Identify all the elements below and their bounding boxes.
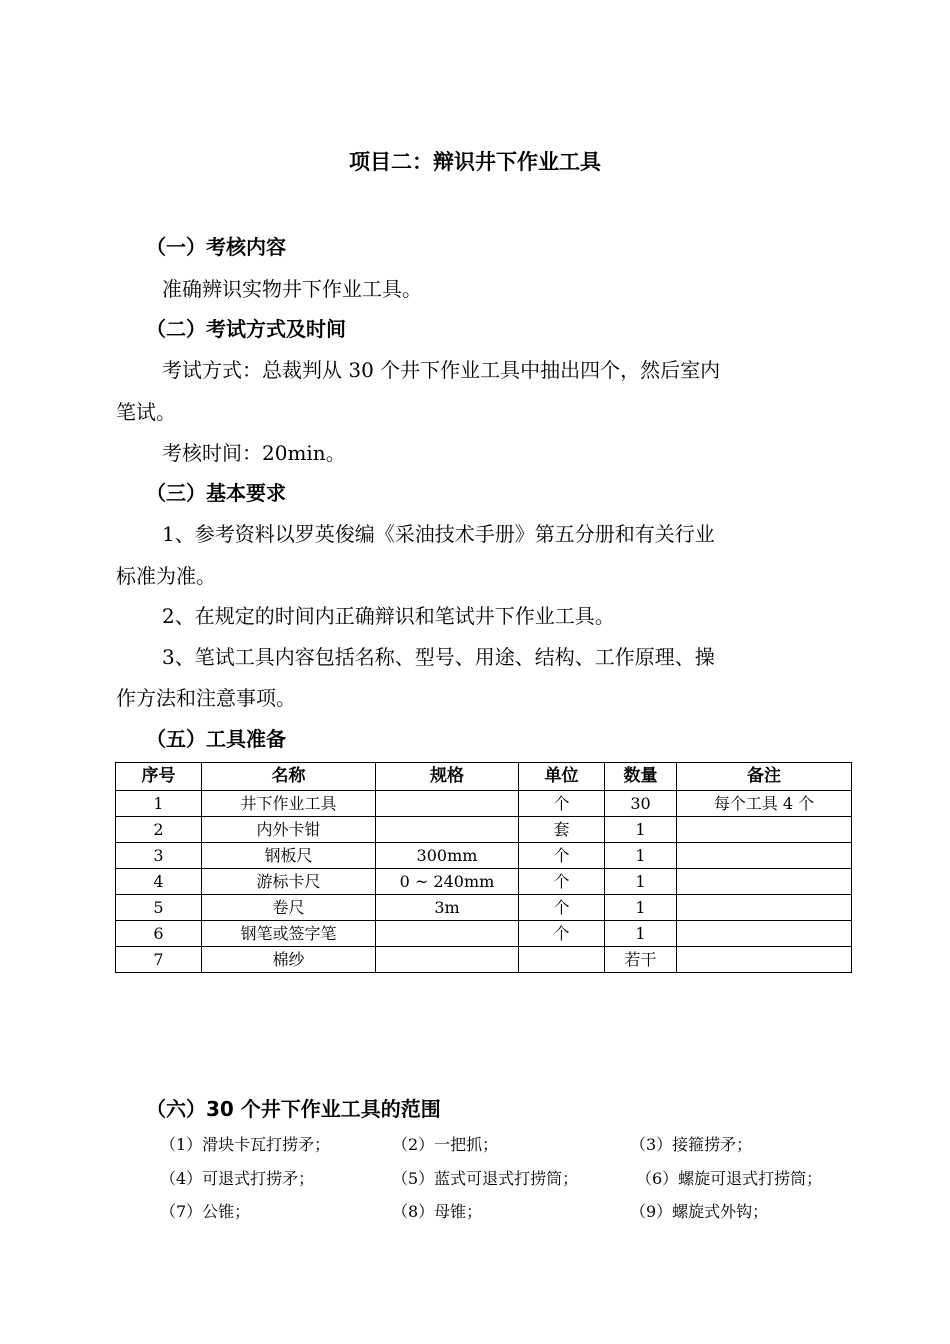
cell-unit bbox=[519, 947, 605, 973]
scope-item: （8）母锥； bbox=[392, 1202, 483, 1221]
cell-index: 1 bbox=[116, 791, 202, 817]
cell-spec: 3m bbox=[376, 895, 519, 921]
scope-item: （7）公锥； bbox=[160, 1202, 251, 1221]
scope-item: （5）蓝式可退式打捞筒； bbox=[392, 1169, 579, 1188]
cell-index: 2 bbox=[116, 817, 202, 843]
assessment-content-text: 准确辨识实物井下作业工具。 bbox=[162, 277, 422, 301]
scope-item: （4）可退式打捞矛； bbox=[160, 1169, 315, 1188]
scope-item: （2）一把抓； bbox=[392, 1135, 499, 1154]
requirement-3-line1: 3、笔试工具内容包括名称、型号、用途、结构、工作原理、操 bbox=[162, 645, 715, 669]
cell-remark bbox=[677, 843, 852, 869]
cell-spec: 0 ~ 240mm bbox=[376, 869, 519, 895]
cell-name: 井下作业工具 bbox=[202, 791, 376, 817]
tool-preparation-table bbox=[115, 762, 852, 973]
cell-unit: 个 bbox=[519, 843, 605, 869]
header-spec: 规格 bbox=[376, 763, 519, 791]
cell-quantity: 30 bbox=[605, 791, 677, 817]
header-index: 序号 bbox=[116, 763, 202, 791]
scope-item: （6）螺旋可退式打捞筒； bbox=[636, 1169, 823, 1188]
section-heading-assessment-content: （一）考核内容 bbox=[146, 235, 286, 259]
header-name: 名称 bbox=[202, 763, 376, 791]
cell-index: 7 bbox=[116, 947, 202, 973]
exam-method-text-line1: 考试方式：总裁判从 30 个井下作业工具中抽出四个，然后室内 bbox=[162, 358, 721, 382]
exam-time-text: 考核时间：20min。 bbox=[162, 441, 346, 465]
table-row bbox=[116, 921, 852, 947]
cell-quantity: 1 bbox=[605, 921, 677, 947]
cell-unit: 个 bbox=[519, 921, 605, 947]
table-row bbox=[116, 843, 852, 869]
cell-name: 卷尺 bbox=[202, 895, 376, 921]
cell-index: 3 bbox=[116, 843, 202, 869]
section-heading-exam-method: （二）考试方式及时间 bbox=[146, 317, 346, 341]
cell-unit: 个 bbox=[519, 791, 605, 817]
table-header-row bbox=[116, 763, 852, 791]
cell-name: 棉纱 bbox=[202, 947, 376, 973]
cell-name: 钢笔或签字笔 bbox=[202, 921, 376, 947]
header-quantity: 数量 bbox=[605, 763, 677, 791]
cell-remark bbox=[677, 921, 852, 947]
cell-name: 游标卡尺 bbox=[202, 869, 376, 895]
header-unit: 单位 bbox=[519, 763, 605, 791]
scope-item: （9）螺旋式外钩； bbox=[630, 1202, 769, 1221]
requirement-3-line2: 作方法和注意事项。 bbox=[116, 686, 296, 710]
cell-unit: 个 bbox=[519, 869, 605, 895]
cell-index: 5 bbox=[116, 895, 202, 921]
table-row bbox=[116, 947, 852, 973]
cell-remark bbox=[677, 895, 852, 921]
cell-spec bbox=[376, 947, 519, 973]
cell-quantity: 1 bbox=[605, 895, 677, 921]
section-heading-tool-scope: （六）30 个井下作业工具的范围 bbox=[146, 1097, 441, 1121]
scope-item: （3）接箍捞矛； bbox=[630, 1135, 753, 1154]
cell-unit: 套 bbox=[519, 817, 605, 843]
page-title: 项目二：辩识井下作业工具 bbox=[349, 150, 601, 174]
requirement-1-line2: 标准为准。 bbox=[116, 564, 216, 588]
scope-item: （1）滑块卡瓦打捞矛； bbox=[160, 1135, 331, 1154]
cell-name: 内外卡钳 bbox=[202, 817, 376, 843]
cell-remark: 每个工具 4 个 bbox=[677, 791, 852, 817]
cell-quantity: 1 bbox=[605, 843, 677, 869]
table-row bbox=[116, 791, 852, 817]
exam-method-text-line2: 笔试。 bbox=[116, 400, 176, 424]
cell-name: 钢板尺 bbox=[202, 843, 376, 869]
cell-index: 4 bbox=[116, 869, 202, 895]
cell-spec: 300mm bbox=[376, 843, 519, 869]
header-remark: 备注 bbox=[677, 763, 852, 791]
cell-remark bbox=[677, 817, 852, 843]
cell-spec bbox=[376, 817, 519, 843]
table-row bbox=[116, 869, 852, 895]
cell-spec bbox=[376, 921, 519, 947]
section-heading-basic-requirements: （三）基本要求 bbox=[146, 481, 286, 505]
cell-spec bbox=[376, 791, 519, 817]
cell-remark bbox=[677, 947, 852, 973]
section-heading-tool-preparation: （五）工具准备 bbox=[146, 727, 286, 751]
table-row bbox=[116, 895, 852, 921]
cell-remark bbox=[677, 869, 852, 895]
cell-quantity: 1 bbox=[605, 817, 677, 843]
requirement-2: 2、在规定的时间内正确辩识和笔试井下作业工具。 bbox=[162, 604, 615, 628]
cell-index: 6 bbox=[116, 921, 202, 947]
requirement-1-line1: 1、参考资料以罗英俊编《采油技术手册》第五分册和有关行业 bbox=[162, 522, 715, 546]
cell-quantity: 1 bbox=[605, 869, 677, 895]
cell-unit: 个 bbox=[519, 895, 605, 921]
cell-quantity: 若干 bbox=[605, 947, 677, 973]
table-row bbox=[116, 817, 852, 843]
